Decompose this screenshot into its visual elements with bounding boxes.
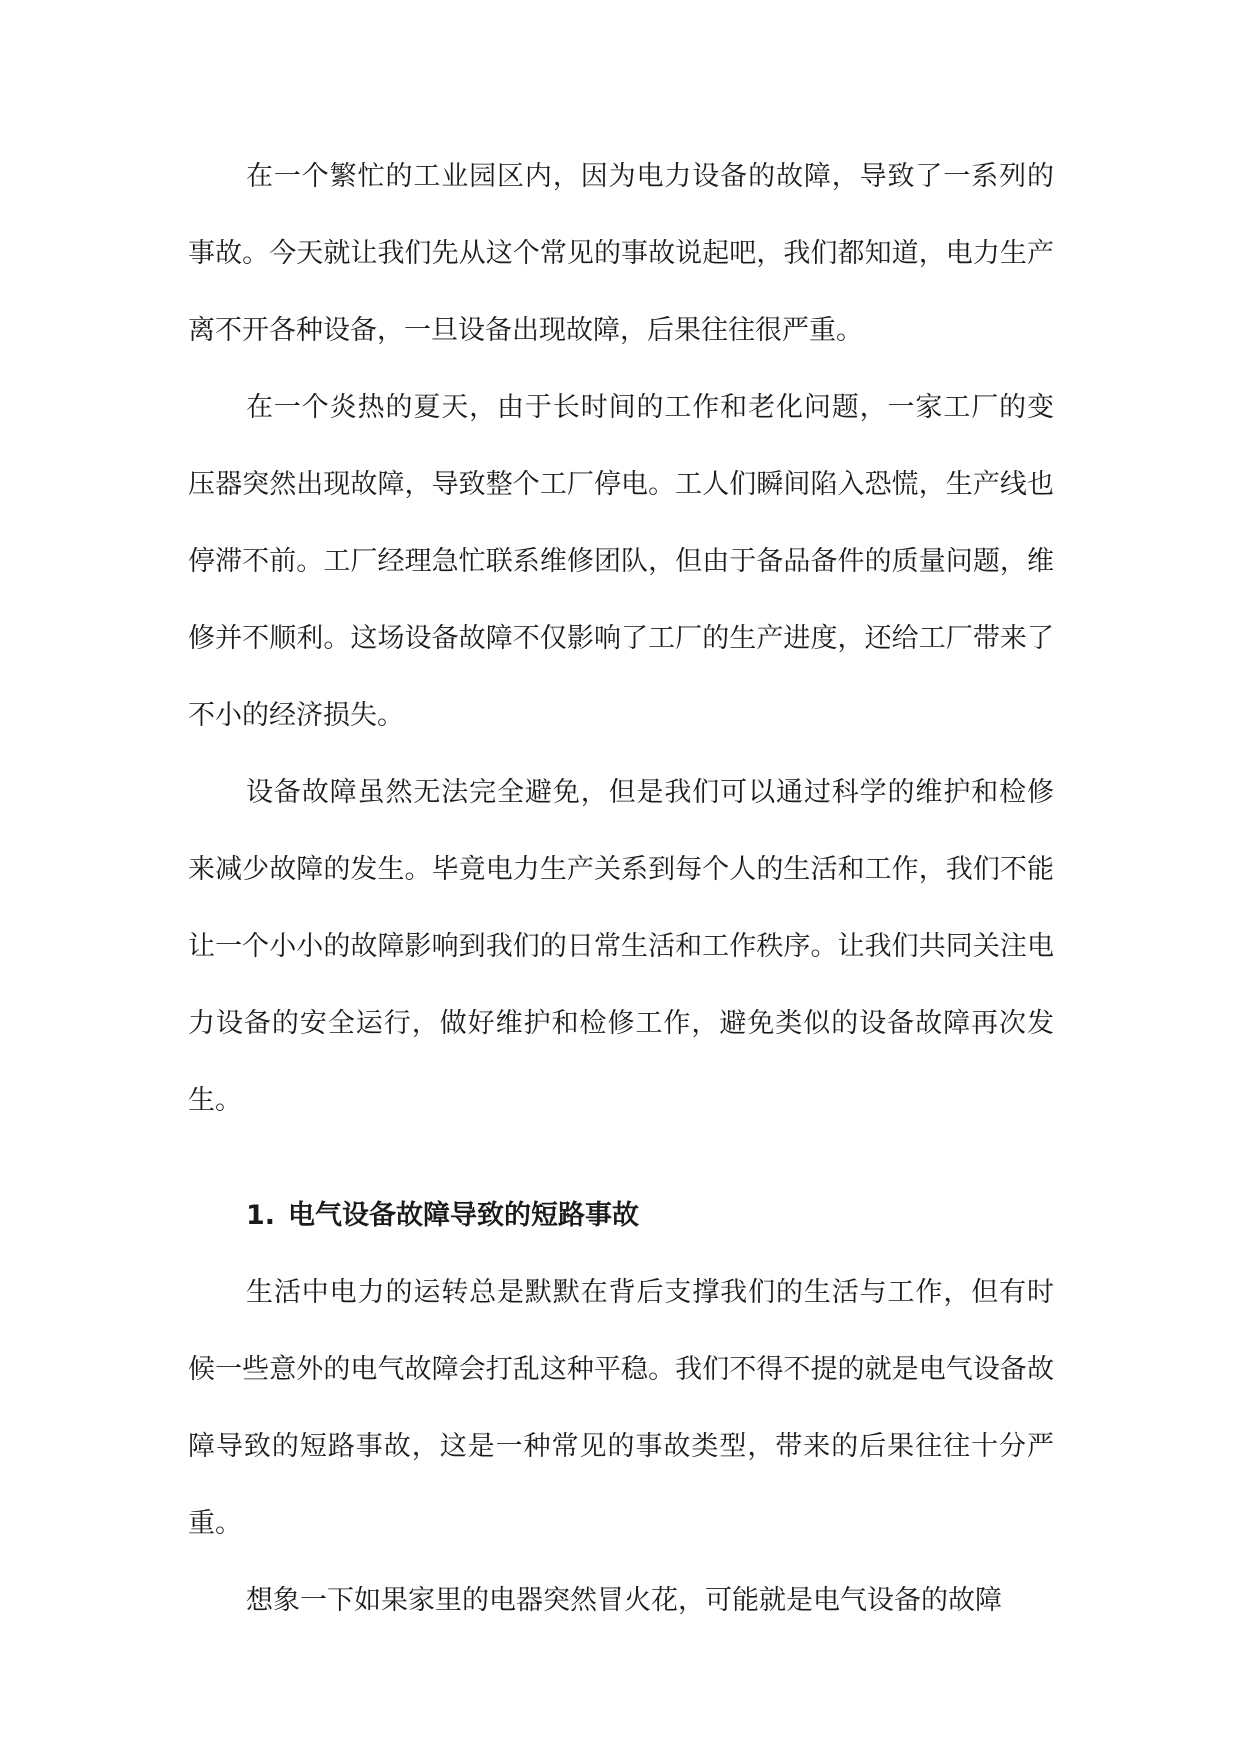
paragraph: 在一个炎热的夏天，由于长时间的工作和老化问题，一家工厂的变压器突然出现故障，导致整个工厂停电。工人们瞬间陷入恐慌，生产线也停滞不前。工厂经理急忙联系维修团队，但由于备品备件的质量问题，维修并不顺利。这场设备故障不仅影响了工厂的生产进度，还给工厂带来了不小的经济损失。 (188, 392, 1054, 731)
paragraph: 设备故障虽然无法完全避免，但是我们可以通过科学的维护和检修来减少故障的发生。毕竟电力生产关系到每个人的生活和工作，我们不能让一个小小的故障影响到我们的日常生活和工作秩序。让我们共同关注电力设备的安全运行，做好维护和检修工作，避免类似的设备故障再次发生。 (188, 777, 1054, 1116)
section-heading (188, 1177, 1054, 1254)
document-body (188, 138, 1054, 1639)
section-title: 电气设备故障导致的短路事故 (288, 1200, 639, 1231)
paragraph: 在一个繁忙的工业园区内，因为电力设备的故障，导致了一系列的事故。今天就让我们先从这个常见的事故说起吧，我们都知道，电力生产离不开各种设备，一旦设备出现故障，后果往往很严重。 (188, 161, 1054, 346)
paragraph: 想象一下如果家里的电器突然冒火花，可能就是电气设备的故障 (246, 1585, 1002, 1616)
paragraph: 生活中电力的运转总是默默在背后支撑我们的生活与工作，但有时候一些意外的电气故障会打乱这种平稳。我们不得不提的就是电气设备故障导致的短路事故，这是一种常见的事故类型，带来的后果往往十分严重。 (188, 1277, 1054, 1539)
section-number: 1. (246, 1200, 276, 1231)
